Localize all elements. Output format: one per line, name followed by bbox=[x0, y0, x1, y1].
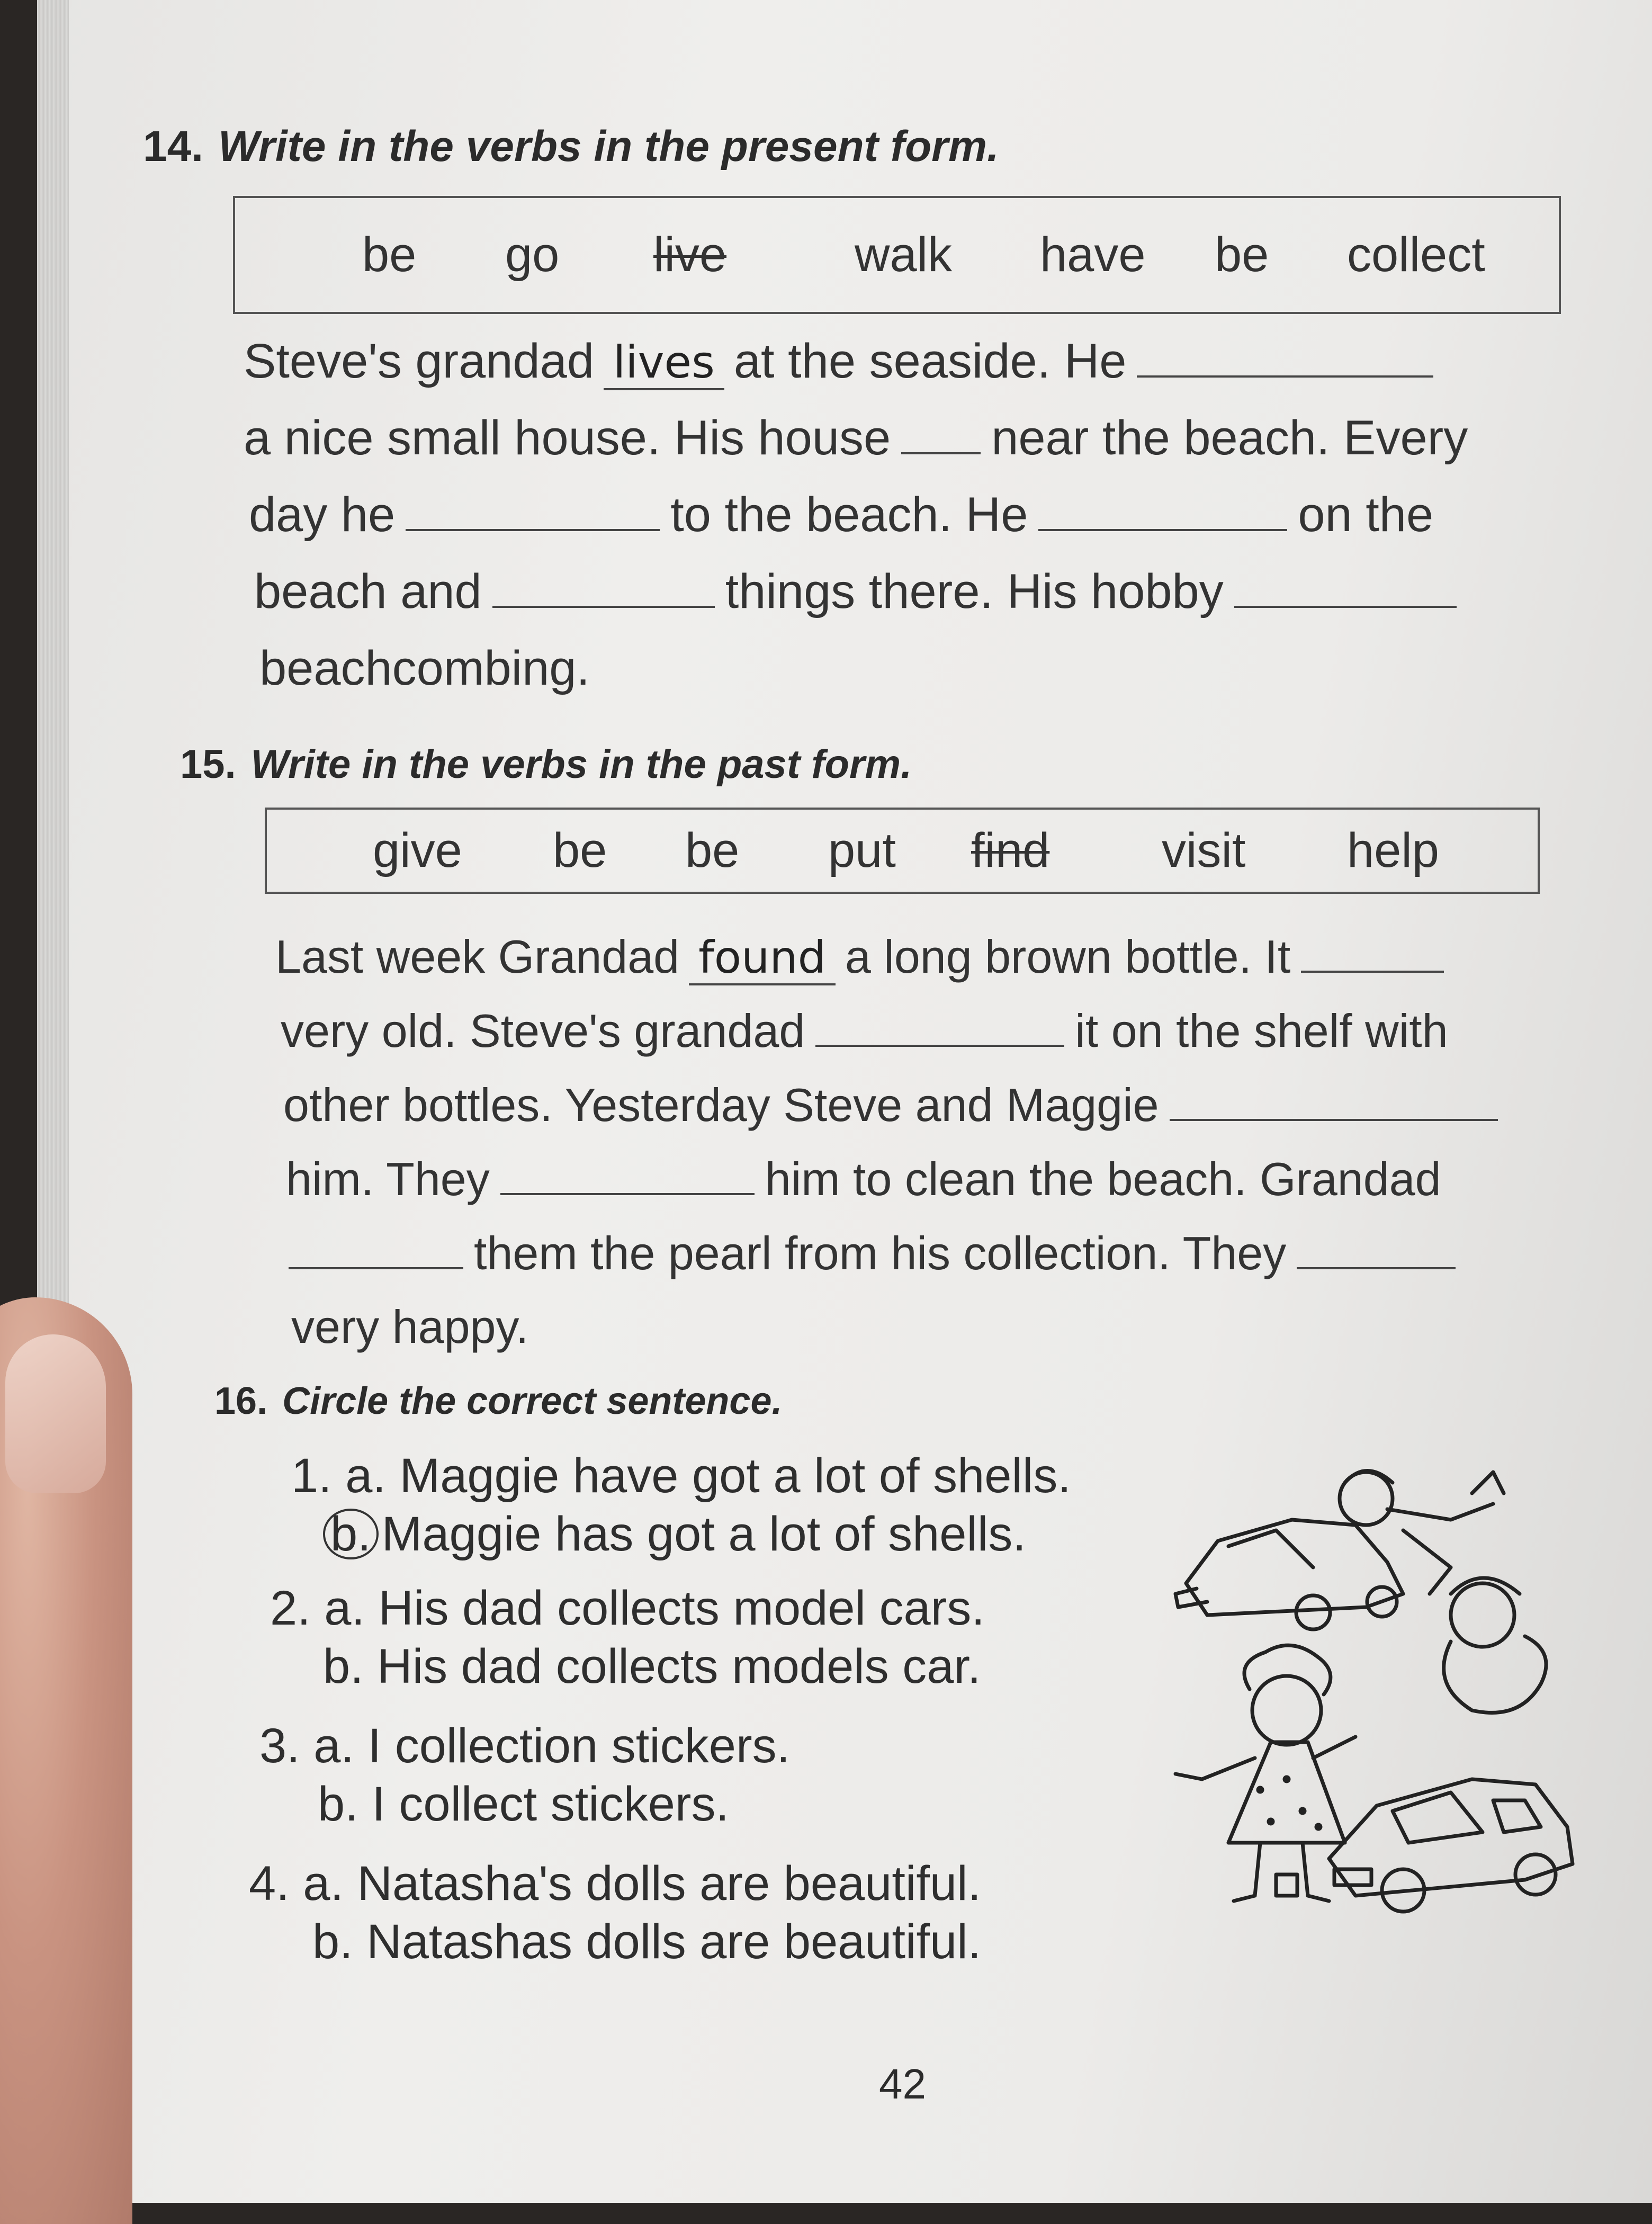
answer-blank[interactable] bbox=[1137, 334, 1433, 378]
exercise-16-number: 16. bbox=[214, 1380, 268, 1422]
exercise-14-instruction: Write in the verbs in the present form. bbox=[218, 122, 999, 171]
word-box-item: give bbox=[373, 823, 462, 877]
toys-illustration bbox=[1154, 1461, 1610, 1938]
answer-blank[interactable] bbox=[500, 1152, 755, 1195]
sentence-3b[interactable]: b. I collect stickers. bbox=[318, 1777, 730, 1831]
text-line: him. They him to clean the beach. Grandad bbox=[286, 1153, 1441, 1205]
exercise-15-instruction: Write in the verbs in the past form. bbox=[250, 742, 912, 787]
sentence-3a[interactable]: 3. a. I collection stickers. bbox=[259, 1719, 791, 1773]
workbook-page bbox=[37, 0, 1652, 2203]
text-line: beachcombing. bbox=[259, 641, 590, 695]
text-line: Last week Grandad found a long brown bottle. It bbox=[275, 929, 1455, 985]
answer-blank[interactable] bbox=[1301, 929, 1444, 973]
word-box-item: help bbox=[1347, 823, 1439, 877]
sentence-2a[interactable]: 2. a. His dad collects model cars. bbox=[270, 1581, 985, 1635]
word-box-item: be bbox=[553, 823, 607, 877]
answer-blank[interactable] bbox=[406, 488, 660, 531]
word-box-item: visit bbox=[1162, 823, 1246, 877]
word-box-item: be bbox=[362, 228, 417, 282]
answer-blank[interactable] bbox=[901, 411, 981, 454]
text-line: day he to the beach. He on the bbox=[249, 488, 1434, 542]
word-box-item: collect bbox=[1347, 228, 1485, 282]
word-box-item: put bbox=[828, 823, 896, 877]
exercise-15-number: 15. bbox=[180, 742, 236, 787]
text-line: them the pearl from his collection. They bbox=[289, 1226, 1466, 1280]
handwritten-answer: lives bbox=[604, 336, 724, 390]
answer-blank[interactable] bbox=[1038, 488, 1287, 531]
answer-blank[interactable] bbox=[1297, 1226, 1456, 1269]
word-box-item: go bbox=[505, 228, 560, 282]
word-box-item-crossed: find bbox=[971, 823, 1050, 877]
sentence-1b[interactable]: b. Maggie has got a lot of shells. bbox=[323, 1506, 1026, 1562]
text-line: a nice small house. His house near the beach. Every bbox=[244, 411, 1468, 465]
text-line: very old. Steve's grandad it on the shelf with bbox=[281, 1005, 1448, 1057]
sentence-4a[interactable]: 4. a. Natasha's dolls are beautiful. bbox=[249, 1857, 982, 1911]
word-box-item-crossed: live bbox=[653, 228, 727, 282]
exercise-15-word-box bbox=[265, 808, 1540, 894]
word-box-item: walk bbox=[855, 228, 953, 282]
word-box-item: be bbox=[685, 823, 740, 877]
exercise-14-number: 14. bbox=[143, 122, 203, 171]
circled-answer: b. bbox=[323, 1509, 379, 1559]
page-number: 42 bbox=[879, 2060, 926, 2108]
text-line: beach and things there. His hobby bbox=[254, 564, 1467, 620]
answer-blank[interactable] bbox=[1234, 564, 1457, 608]
sentence-2b[interactable]: b. His dad collects models car. bbox=[323, 1639, 981, 1693]
text-line: other bottles. Yesterday Steve and Maggie bbox=[283, 1078, 1509, 1132]
word-box-item: have bbox=[1040, 228, 1146, 282]
exercise-16-heading bbox=[214, 1379, 783, 1423]
text-line: very happy. bbox=[291, 1301, 529, 1353]
text-line: Steve's grandad lives at the seaside. He bbox=[244, 334, 1444, 390]
exercise-16-instruction: Circle the correct sentence. bbox=[282, 1380, 783, 1422]
answer-blank[interactable] bbox=[492, 564, 715, 608]
exercise-15-heading bbox=[180, 741, 912, 787]
exercise-14-word-box bbox=[233, 196, 1561, 314]
sentence-4b[interactable]: b. Natashas dolls are beautiful. bbox=[312, 1915, 982, 1969]
answer-blank[interactable] bbox=[1170, 1078, 1498, 1121]
exercise-14-heading bbox=[143, 122, 999, 172]
thumbnail-nail bbox=[5, 1334, 106, 1493]
handwritten-answer: found bbox=[689, 931, 836, 985]
word-box-item: be bbox=[1215, 228, 1269, 282]
answer-blank[interactable] bbox=[815, 1003, 1064, 1047]
sentence-1a[interactable]: 1. a. Maggie have got a lot of shells. bbox=[291, 1449, 1071, 1503]
answer-blank[interactable] bbox=[289, 1226, 463, 1269]
